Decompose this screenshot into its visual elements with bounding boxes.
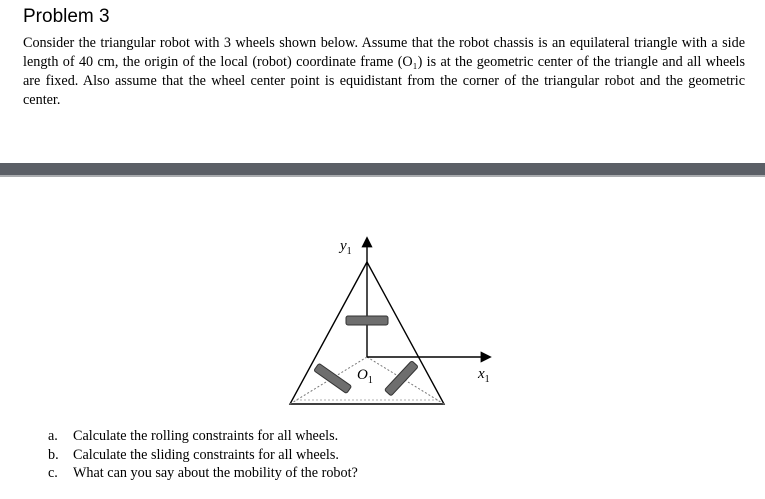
question-item — [48, 446, 358, 465]
left-wheel — [314, 363, 352, 393]
question-item — [48, 427, 358, 446]
section-divider-shadow — [0, 175, 765, 177]
problem-description: Consider the triangular robot with 3 wheels shown below. Assume that the robot chassis is an equilateral triangle with a side length of 40 cm, the origin of the local (robot) coordinate frame (O₁) is at the geometric center of the triangle and all wheels are fixed. Also assume that the wheel center point is equidistant from the corner of the triangular robot and the geometric center. — [23, 35, 745, 108]
question-list — [48, 427, 358, 483]
right-wheel — [384, 361, 418, 396]
section-divider — [0, 163, 765, 175]
question-label: a. — [48, 428, 58, 444]
question-text: Calculate the rolling constraints for all wheels. — [73, 428, 339, 444]
top-wheel — [346, 316, 388, 325]
robot-diagram — [0, 225, 765, 415]
origin-o1-label: $O_1$ — [357, 367, 373, 386]
question-label: b. — [48, 446, 59, 463]
question-text: What can you say about the mobility of the robot? — [73, 465, 358, 481]
problem-title: Problem 3 — [23, 6, 110, 27]
question-item — [48, 464, 358, 483]
y1-axis-label: $y_1$ — [340, 238, 352, 257]
x1-axis-label: $x_1$ — [478, 366, 490, 385]
question-label: c. — [48, 465, 58, 481]
question-text: Calculate the sliding constraints for all wheels. — [73, 446, 339, 463]
